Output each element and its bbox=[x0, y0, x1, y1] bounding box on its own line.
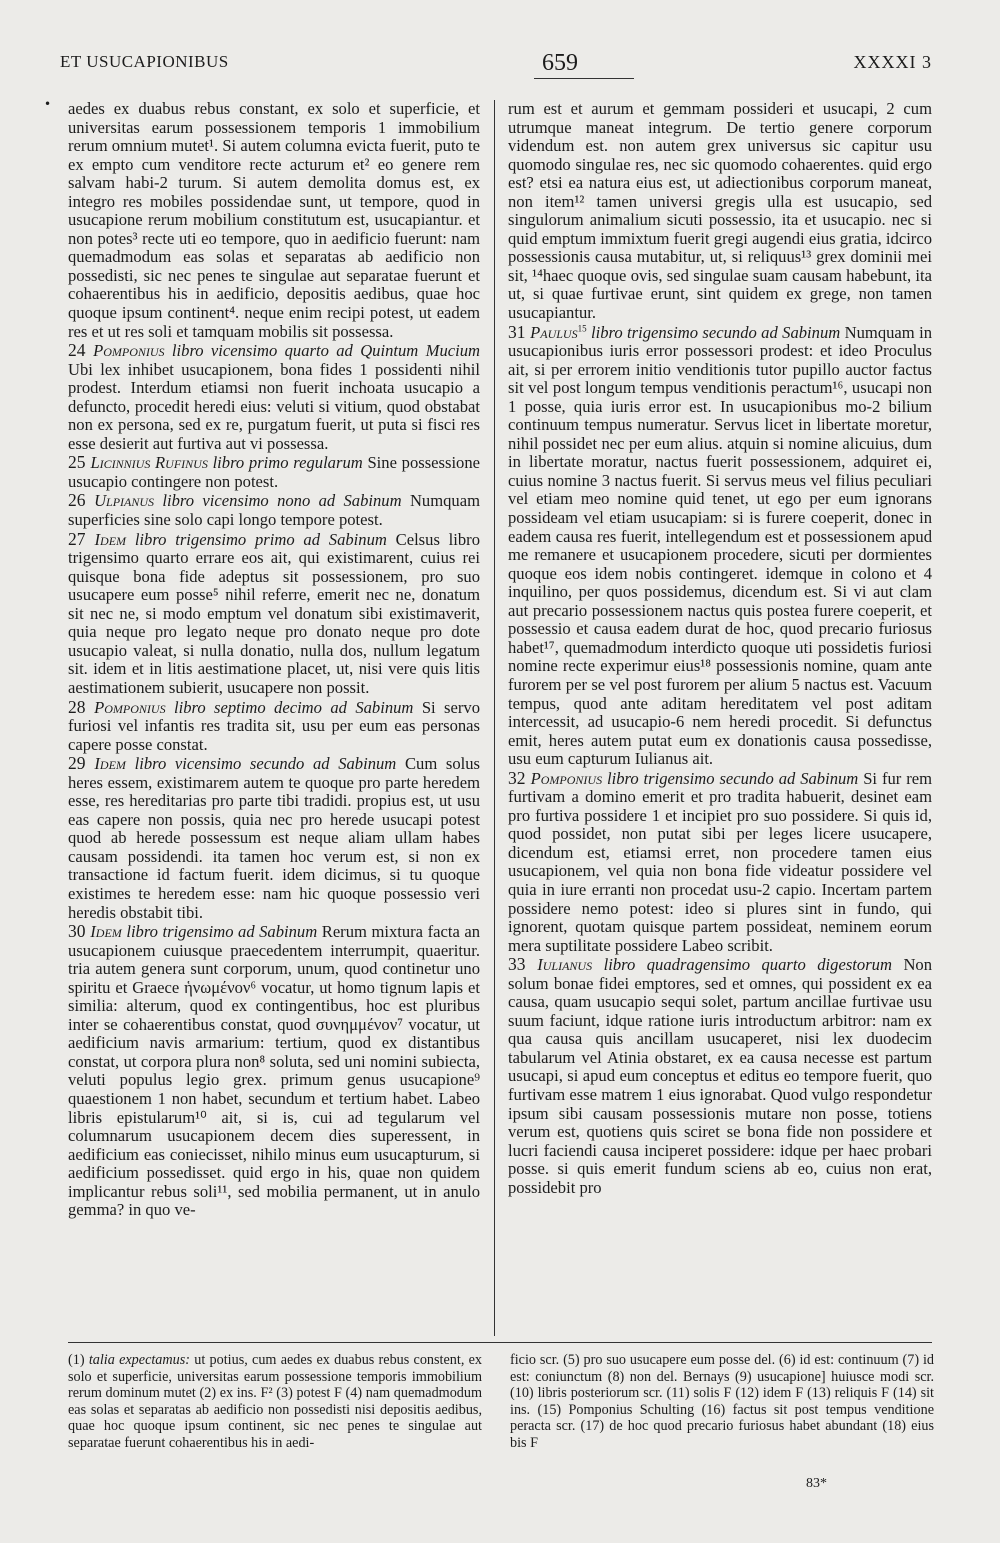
fragment-heading-paragraph bbox=[508, 769, 932, 955]
paragraph-text: Ubi lex inhibet usucapionem, bona fides 1 possidenti nihil prodest. Interdum etiamsi non fuerit inchoata usucapio a defuncto, procedit heredi eius: veluti si vitium, quod obstabat non ex persona, sed ex re, purgatum fuerit, ut puta si fisci res esse desierit aut furtiva aut vi possessa. bbox=[68, 359, 480, 453]
work-title: libro vicensimo quarto ad Quintum Mucium bbox=[171, 341, 480, 361]
paragraph-text: Si fur rem furtivam a domino emerit et pro tradita habuerit, desinet eam pro furtiva possidere 1 et incipiet pro suo possidere. Si quis id, quod possidet, non putat sibi per leges licere usucapere, dicendum est, etiamsi erret, non procedere tamen eius usucapionem, vel quia non bona fide videatur possidere vel quia in iure erranti non procedat usu-2 capio. Incertam partem possidere nemo potest: ideo si plures sint in fundo, qui ignorent, quotam quisque partem possideat, neminem eorum mera suptilitate possidere Labeo scribit. bbox=[508, 768, 932, 955]
fragment-number: 28 bbox=[68, 696, 95, 717]
fragment-heading-paragraph bbox=[68, 530, 480, 698]
footnote-mark: (3) bbox=[276, 1385, 297, 1402]
work-title: libro trigensimo primo ad Sabinum bbox=[134, 529, 387, 549]
header-rule bbox=[534, 78, 634, 79]
fragment-number: 26 bbox=[68, 490, 95, 511]
work-title: libro vicensimo nono ad Sabinum bbox=[162, 491, 402, 511]
footnote-rule bbox=[68, 1342, 932, 1343]
running-header bbox=[60, 50, 932, 84]
jurist-name: Paulus bbox=[530, 322, 578, 342]
jurist-name: Idem bbox=[90, 922, 122, 942]
fragment-heading-paragraph bbox=[508, 323, 932, 769]
footnote-entry bbox=[200, 1385, 277, 1401]
paragraph-text: Rerum mixtura facta an usucapionem cuiusque praecedentem interrumpit, quaeritur. tria autem genera sunt corporum, unum, quod continetur uno spiritu et Graece ἡνωμένον⁶ vocatur, ut homo tignum lapis et similia: alterum, quod ex contingentibus, hoc est pluribus inter se cohaerentibus constat, quod συνημμένον⁷ vocatur, ut aedificium navis armarium: tertium, quod ex distantibus constat, ut corpora plura non⁸ soluta, sed uni nomini subiecta, veluti populus legio grex. primum genus usucapione⁹ quaestionem 1 non habet, secundum et tertium habet. Labeo libris epistularum¹⁰ ait, si is, cui ad tegularum vel columnarum usucapionem decem dies superessent, in aedificium eas coniecisset, nihilo minus eum usucapturum, si aedificium possedisset. quid ergo in his, quae non quidem implicantur rebus soli¹¹, sed mobilia permanent, ut in anulo gemma? in quo ve- bbox=[68, 922, 480, 1220]
fragment-number: 33 bbox=[508, 954, 538, 975]
paragraph-text: Numquam in usucapionibus iuris error possessori prodest: et ideo Proculus ait, si per errorem initio venditionis tutor pupillo auctor factus sit vel post longum tempus venditionis peractum¹⁶, usucapi non 1 posse, quia iuris error est. In usucapionibus mo-2 bilium continuum tempus numeratur. Servus licet in libertate moretur, nihil possidet nec per eum alius. atquin si nomine alicuius, dum in libertate moratur, nactus fuerit possessionem, adquiret ei, cuius nomine 3 nactus fuerit. Si servus meus vel filius peculiari vel etiam meo nomine quid tenet, ut ego per eum ignorans possideam vel etiam usucapiam: si is furere coeperit, donec in eadem causa res fuerit, intellegendum est et possessionem apud me remanere et usucapionem procedere, sicuti per dormientes quoque eos idem nobis contingeret. idemque in colono et 4 inquilino, per quos possidemus, dicendum est. Si vi aut clam aut precario possessionem nactus quis postea furere coeperit, et possessio et causa eadem durat de hoc, quod precario furiosus habet¹⁷, quemadmodum interdicto quoque uti possidetis furiosi nomine recte experimur eius¹⁸ possessionis nomine, quam ante furorem per se vel post furorem per alium 5 nactus est. Vacuum tempus, quod ante aditam hereditatem vel post aditam intercessit, ad usucapio-6 nem heredi procedit. Si defunctus emit, heres autem putat eum ex donationis causa possedisse, usu eum capturum Iulianus ait. bbox=[508, 322, 932, 769]
footnote-lemma: talia expectamus: bbox=[88, 1352, 195, 1368]
fragment-heading-paragraph bbox=[68, 698, 480, 755]
page-number: 659 bbox=[542, 50, 578, 76]
fragment-number: 24 bbox=[68, 340, 94, 361]
jurist-name: Pomponius bbox=[94, 697, 166, 717]
footnotes-right bbox=[510, 1352, 934, 1482]
work-title: libro trigensimo ad Sabinum bbox=[126, 922, 318, 942]
jurist-name: Pomponius bbox=[530, 768, 603, 788]
fragment-number: 25 bbox=[68, 452, 91, 473]
text-paragraph bbox=[68, 100, 480, 341]
right-text-column bbox=[508, 100, 932, 1228]
paragraph-text: Celsus libro trigensimo quarto errare eos ait, qui existimarent, cuius rei quisque bona fide adeptus sit possessionem, pro suo usucapere eum posse⁵ nihil referre, emerit nec ne, donatum sit nec ne, si modo emptum vel donatum sibi existimaverit, quia neque pro legato neque pro donato neque pro dote usucapio valeat, si nulla donatio, nulla dos, nullum legatum sit. idem et in litis aestimatione placet, ut, nisi vere quis litis aestimationem subierit, usucapere non possit. bbox=[68, 529, 480, 697]
fragment-number: 31 bbox=[508, 321, 531, 342]
fragment-heading-paragraph bbox=[68, 341, 480, 453]
fragment-heading-paragraph bbox=[508, 955, 932, 1197]
work-title: libro septimo decimo ad Sabinum bbox=[173, 697, 414, 717]
fragment-number: 27 bbox=[68, 528, 95, 549]
work-title: libro trigensimo secundo ad Sabinum bbox=[591, 322, 841, 342]
column-divider bbox=[494, 100, 495, 1336]
footnote-text: ut potius, cum aedes ex duabus rebus constent, ex solo et superficie, universitas earum possessione temporis immobilium rerum dominum mutet bbox=[68, 1352, 482, 1402]
footnotes-left bbox=[68, 1352, 482, 1482]
footnote-mark: (1) bbox=[68, 1352, 89, 1368]
fragment-number: 32 bbox=[508, 767, 531, 788]
jurist-name: Iulianus bbox=[537, 955, 593, 975]
signature-mark: 83* bbox=[806, 1476, 827, 1491]
paragraph-text: Non solum bonae fidei emptores, sed et omnes, qui possident ex ea causa, quam usucapio sequi solet, partum ancillae furtivae usu suum faciunt, idque ratione iuris introductum arbitror: nam ex qua causa quis ancillam usucaperet, nisi lex duodecim tabularum vel Atinia obstaret, ex ea causa necesse est partum usucapi, si apud eum conceptus et editus eo tempore fuerit, quo furtivam esse matrem 1 eius ignorabat. Quod vulgo respondetur ipsum sibi causam possessionis mutare non posse, totiens verum est, quotiens quis sciret se bona fide non possidere et lucri faciendi causa inciperet possidere: idque per haec probari posse. si quis emerit fundum sciens ab eo, cuius non erat, possidebit pro bbox=[508, 955, 932, 1197]
header-left-title: ET USUCAPIONIBUS bbox=[60, 52, 229, 71]
footnotes-right-text: ficio scr. (5) pro suo usucapere eum posse del. (6) id est: continuum (7) id est: coniunctum (8) non del. Bernays (9) usucapione] huiusce modi scr. (10) libris posteriorum scr. (11) solis F (12) idem F (13) reliquis F (14) sit ins. (15) Pomponius Schulting (16) factus sit post tempus venditione peracta scr. (17) de hoc quod precario furiosus habet abundant (18) eius bis F bbox=[510, 1352, 934, 1451]
left-text-column bbox=[68, 100, 480, 1228]
footnote-marker: 15 bbox=[577, 323, 587, 334]
footnote-entry bbox=[276, 1385, 345, 1401]
paragraph-text: Sine possessione usucapio contingere non potest. bbox=[68, 453, 480, 491]
fragment-heading-paragraph bbox=[68, 754, 480, 922]
fragment-heading-paragraph bbox=[68, 491, 480, 529]
paragraph-text: rum est et aurum et gemmam possideri et usucapi, 2 cum utrumque maneat integrum. De tertio genere corporum videndum est. non autem grex universus sic capitur usu quomodo singulae res, nec sic quomodo cohaerentes. quid ergo est? etsi ea natura eius est, ut adiectionibus corporum maneat, non item¹² tamen universi gregis ulla est usucapio, sed singulorum animalium sicuti possessio, ita et usucapio. nec si quid emptum immixtum fuerit gregi augendi eius gratia, idcirco possessionis causa mutabitur, ut, si reliquus¹³ grex dominii mei sit, ¹⁴haec quoque ovis, sed singulae suam causam habebunt, ita ut, si quae furtivae erunt, sint quidem ex grege, non tamen usucapiantur. bbox=[508, 100, 932, 323]
footnote-text: potest F bbox=[296, 1385, 346, 1402]
work-title: libro trigensimo secundo ad Sabinum bbox=[607, 768, 859, 788]
paragraph-text: Numquam superficies sine solo capi longo tempore potest. bbox=[68, 491, 480, 530]
paragraph-text: aedes ex duabus rebus constant, ex solo et superficie, et universitas earum possessionem temporis 1 immobilium rerum omnium mutet¹. Si autem columna evicta fuerit, puto te ex empto cum venditore recte acturum et² eo genere rem salvam habi-2 turum. Si autem demolita domus est, ex integro res mobiles possidendae sunt, ut tempore, quod in usucapione rerum mobilium constitutum est, usucapiantur. et non potes³ recte uti eo tempore, quo in aedificio fuerunt: nam quemadmodum eas solas et separatas ab aedificio non possedisti, sic nec penes te singulae aut separatae fuerunt et cohaerentibus his in aedificio, depositis aedibus, quae hoc quoque ipsum continent⁴. neque enim recipi potest, ut eadem res et ut res soli et tamquam mobilis sit possessa. bbox=[68, 100, 480, 341]
work-title: libro quadragensimo quarto digestorum bbox=[603, 955, 892, 975]
fragment-heading-paragraph bbox=[68, 922, 480, 1220]
work-title: libro vicensimo secundo ad Sabinum bbox=[134, 754, 397, 774]
work-title: libro primo regularum bbox=[212, 453, 363, 473]
footnote-text: ex ins. F² bbox=[219, 1385, 277, 1402]
fragment-number: 29 bbox=[68, 753, 95, 774]
jurist-name: Licinnius Rufinus bbox=[90, 453, 208, 473]
margin-dot: • bbox=[44, 97, 52, 111]
footnote-text: nam quemadmodum eas solas et separatas ab aedificio non possedisti nisi depositis aedibus, quae hoc quoque ipsum continent, sic nec penes te singulae aut separatae fuerunt cohaerentibus his in aedi- bbox=[68, 1385, 482, 1451]
paragraph-text: Cum solus heres essem, existimarem autem te quoque pro parte heredem esse, res hereditarias pro parte tibi tradidi. propius est, ut usu eas capere non possis, quia nec pro herede usucapi potest quod ab herede possessum est neque aliam ullam habes causam possidendi. ita tamen hoc verum est, si non ex transactione id factum fuerit. idem dicimus, si tu quoque existimes te heredem esse: nam hic quoque possessio veri heredis obstabit tibi. bbox=[68, 754, 480, 922]
jurist-name: Idem bbox=[94, 754, 126, 774]
jurist-name: Pomponius bbox=[93, 341, 165, 361]
fragment-heading-paragraph bbox=[68, 453, 480, 491]
footnote-mark: (4) bbox=[345, 1385, 366, 1402]
fragment-number: 30 bbox=[68, 921, 91, 942]
jurist-name: Idem bbox=[94, 529, 127, 549]
paragraph-text: Si servo furiosi vel infantis res tradita sit, usu per eum eas personas capere posse constat. bbox=[68, 697, 480, 754]
header-right-reference: XXXXI 3 bbox=[853, 52, 932, 72]
jurist-name: Ulpianus bbox=[94, 491, 155, 511]
footnote-mark: (2) bbox=[199, 1385, 220, 1402]
text-paragraph bbox=[508, 100, 932, 323]
